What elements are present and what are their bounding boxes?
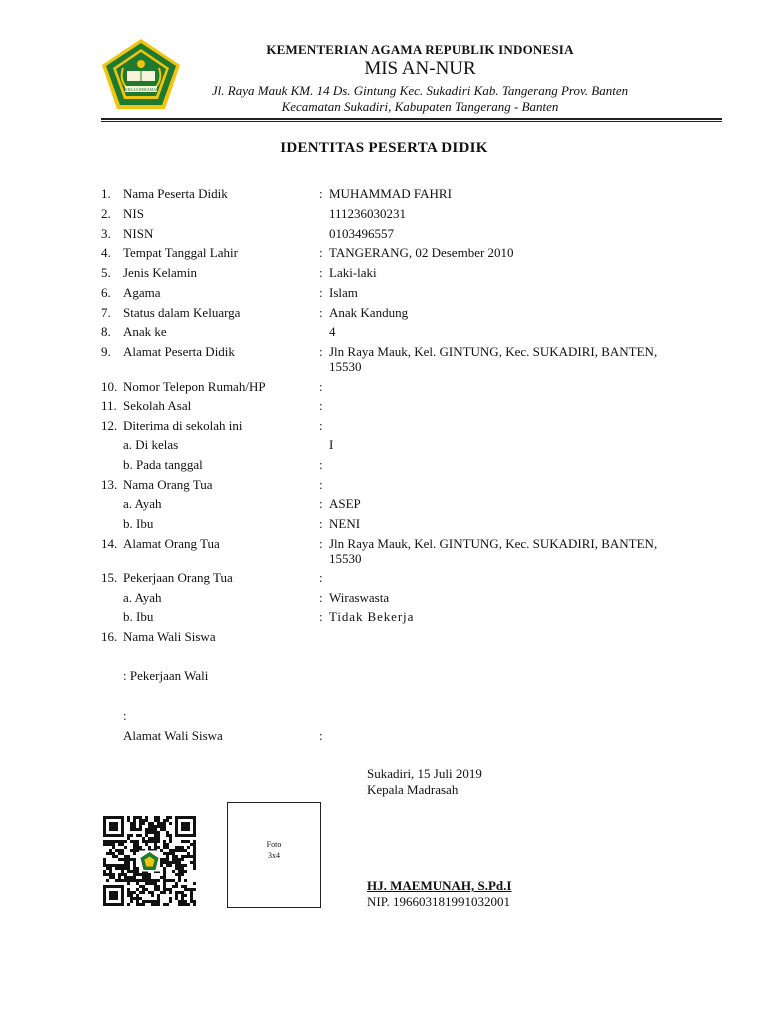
school-address: Jl. Raya Mauk KM. 14 Ds. Gintung Kec. Sukadiri Kab. Tangerang Prov. Banten — [211, 83, 629, 98]
photo-placeholder — [227, 802, 321, 908]
signature-nip: NIP. 196603181991032001 — [367, 894, 511, 909]
nis-value: 111236030231 — [329, 206, 407, 221]
photo-label: Foto — [266, 840, 282, 849]
qr-code — [103, 816, 196, 906]
header-divider — [101, 118, 722, 120]
kemenag-logo — [101, 38, 181, 110]
student-name: MUHAMMAD FAHRI — [329, 186, 452, 201]
signature-name: HJ. MAEMUNAH, S.Pd.I — [367, 878, 512, 893]
ministry-name: KEMENTERIAN AGAMA REPUBLIK INDONESIA — [266, 42, 574, 57]
logo-caption: IKHLAS BERAMAL — [123, 87, 159, 92]
school-name: MIS AN-NUR — [364, 58, 476, 79]
signature-role: Kepala Madrasah — [367, 782, 459, 797]
header-divider-thin — [101, 121, 722, 122]
document-title: IDENTITAS PESERTA DIDIK — [280, 140, 488, 156]
signature-place-date: Sukadiri, 15 Juli 2019 — [367, 766, 482, 781]
school-region: Kecamatan Sukadiri, Kabupaten Tangerang - Banten — [281, 99, 559, 114]
photo-size: 3x4 — [268, 851, 280, 860]
nisn-value: 0103496557 — [329, 226, 394, 241]
